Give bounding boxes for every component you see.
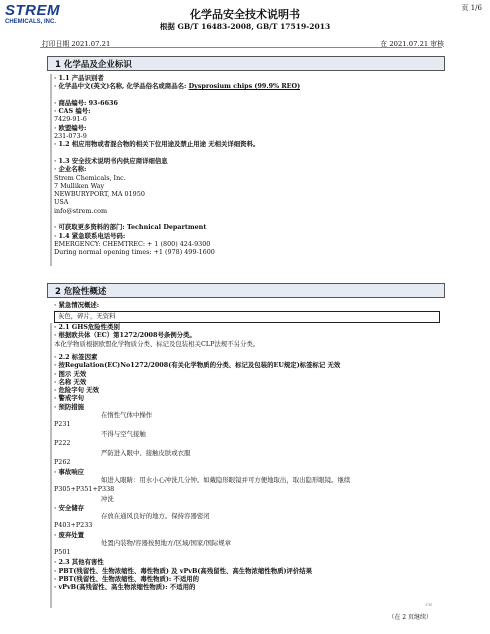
section-1-line: EMERGENCY: CHEMTREC: + 1 (800) 424-9300	[54, 239, 211, 248]
response-label: · 事故响应	[54, 468, 85, 477]
precautionary-statement	[54, 512, 439, 531]
section-2-line: · 名称 无效	[54, 377, 87, 386]
statement-text: 不得与空气接触	[101, 430, 146, 439]
header-rule	[40, 47, 442, 48]
statement-text: 存放在通风良好的地方。保持容器密闭	[101, 511, 210, 520]
section-2-line: · 2.2 标签因素	[54, 353, 98, 361]
section-2-line: · 危险字句 无效	[54, 386, 100, 395]
section-1-line	[54, 149, 439, 157]
statement-code: P231	[54, 420, 71, 429]
section-2-line: · 警戒字句	[54, 394, 85, 403]
statement-code: P262	[54, 458, 71, 467]
section-2-margin-bar	[50, 323, 52, 608]
section-1-line: During normal opening times: +1 (978) 499-1600	[54, 248, 215, 257]
section-1-line: 231-073-9	[54, 132, 87, 141]
section-2-line: · 2.1 GHS危险性类别	[54, 323, 120, 331]
statement-text: 处置内装物/容器按照地方/区域/国家/国际规章	[101, 539, 232, 548]
section-1-line: 7429-91-6	[54, 115, 87, 124]
section-1-line: · 商品编号: 93-6636	[54, 98, 118, 107]
section-2-line: · PBT(残留性、生物浓缩性、毒性物质) 及 vPvB(高残留性、高生物浓缩性物质)评价结果	[54, 566, 313, 575]
section-2-line: · vPvB(高残留性、高生物浓缩性物质): 不适用的	[54, 583, 196, 592]
section-2-header	[47, 283, 445, 298]
page-number: 页 1/6	[461, 4, 482, 12]
section-2-line: · 根据欧共体（EC）第1272/2008号条例分类。	[54, 331, 196, 340]
section-1-title: 1 化学品及企业标识	[55, 60, 132, 70]
section-1-line: · 1.4 紧急联系电话号码:	[54, 231, 126, 240]
section-2-classification	[54, 323, 439, 348]
section-1-line: info@strem.com	[54, 206, 108, 215]
section-2-label-elements	[54, 353, 439, 591]
section-2-line: · 预防措施	[54, 402, 85, 411]
precautionary-statement	[54, 411, 439, 430]
precautionary-statement	[54, 430, 439, 449]
section-1-line: NEWBURYPORT, MA 01950	[54, 190, 145, 199]
emergency-overview-value: 灰色，碎片，无资料	[58, 312, 116, 320]
emergency-overview-label: · 紧急情况概述:	[54, 301, 100, 309]
country-code: CN	[425, 602, 432, 607]
section-1-line: USA	[54, 198, 69, 207]
section-1-line: · 1.2 相应用物或者混合物的相关下位用途及禁止用途 无相关详细资料。	[54, 140, 260, 149]
print-date: 打印日期 2021.07.21	[42, 40, 111, 48]
disposal-label: · 废弃处置	[54, 530, 85, 539]
section-1-line: Strem Chemicals, Inc.	[54, 173, 126, 182]
product-name: Dysprosium chips (99.9% REO)	[188, 82, 301, 91]
document-title: 化学品安全技术说明书	[190, 8, 300, 21]
section-2-line: · 按Regulation(EC)No1272/2008(有关化学物质的分类、标记及包装的EU规定)标签标记 无效	[54, 361, 341, 370]
precautionary-statement	[54, 449, 439, 468]
continued-note: （在 2 页继续）	[388, 614, 432, 621]
logo-sub-text: CHEMICALS, INC.	[5, 19, 56, 25]
statement-text: 严防进入眼中、接触皮肤或衣服	[101, 449, 191, 458]
section-1-margin-bar	[50, 74, 52, 266]
revision-date: 在 2021.07.21 审核	[380, 40, 444, 48]
statement-code: P305+P351+P338	[54, 485, 115, 494]
section-1-line: · 1.3 安全技术说明书内供应商详细信息	[54, 156, 168, 165]
section-1-body	[54, 74, 439, 257]
emergency-overview-box	[54, 311, 440, 323]
section-1-line: 7 Mulliken Way	[54, 181, 105, 190]
section-1-line: · 化学品中文(英文)名称, 化学品俗名或商品名: Dysprosium chips (99.9% REO)	[54, 82, 301, 91]
statement-text: 如进入眼睛：用水小心冲洗几分钟。如戴隐形眼镜并可方便地取出，取出隐形眼镜。继续	[101, 476, 351, 485]
section-1-line: · 欧盟编号:	[54, 123, 87, 132]
section-1-line: · 可获取更多资料的部门: Technical Department	[54, 223, 207, 232]
statement-text: 在惰性气体中操作	[101, 411, 153, 420]
statement-code: P403+P233	[54, 520, 93, 529]
section-1-line: · CAS 编号:	[54, 107, 91, 116]
section-2-line: · 2.3 其他有害性	[54, 558, 104, 567]
section-2-line: 本化学物质根据欧盟化学物质分类、标记及包装相关CLP法规不另分类。	[54, 339, 260, 348]
logo-main-text: STREM	[5, 2, 60, 19]
section-2-title: 2 危险性概述	[55, 287, 107, 297]
statement-text-continued: 冲洗	[101, 495, 114, 504]
section-2-line: · 图示 无效	[54, 369, 87, 378]
document-subtitle: 根据 GB/T 16483-2008, GB/T 17519-2013	[159, 22, 331, 31]
precautionary-statement	[54, 539, 439, 558]
statement-code: P501	[54, 548, 71, 557]
statement-code: P222	[54, 439, 71, 448]
precautionary-statement	[54, 476, 439, 495]
section-1-line: · 企业名称:	[54, 165, 87, 174]
section-1-line	[54, 91, 439, 99]
section-2-line: · PBT(残留性、生物浓缩性、毒性物质): 不适用的	[54, 574, 200, 583]
storage-label: · 安全储存	[54, 503, 85, 512]
section-1-line: · 1.1 产品识别者	[54, 74, 104, 82]
